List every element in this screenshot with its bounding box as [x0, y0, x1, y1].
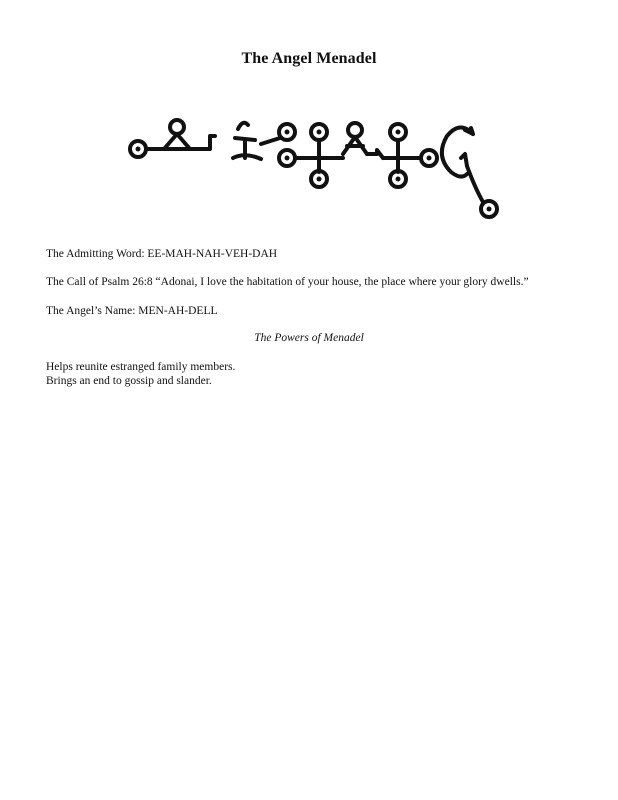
psalm-call: The Call of Psalm 26:8 “Adonai, I love the habitation of your house, the place where your glory dwells.” [46, 276, 529, 288]
powers-heading: The Powers of Menadel [254, 332, 364, 344]
powers-list [46, 360, 235, 388]
page-title: The Angel Menadel [241, 50, 377, 67]
angel-name: The Angel’s Name: MEN-AH-DELL [46, 305, 218, 317]
admitting-word: The Admitting Word: EE-MAH-NAH-VEH-DAH [46, 248, 278, 260]
power-item: Helps reunite estranged family members. [46, 361, 236, 373]
power-item: Brings an end to gossip and slander. [46, 375, 212, 387]
angel-sigil-image [115, 92, 511, 232]
